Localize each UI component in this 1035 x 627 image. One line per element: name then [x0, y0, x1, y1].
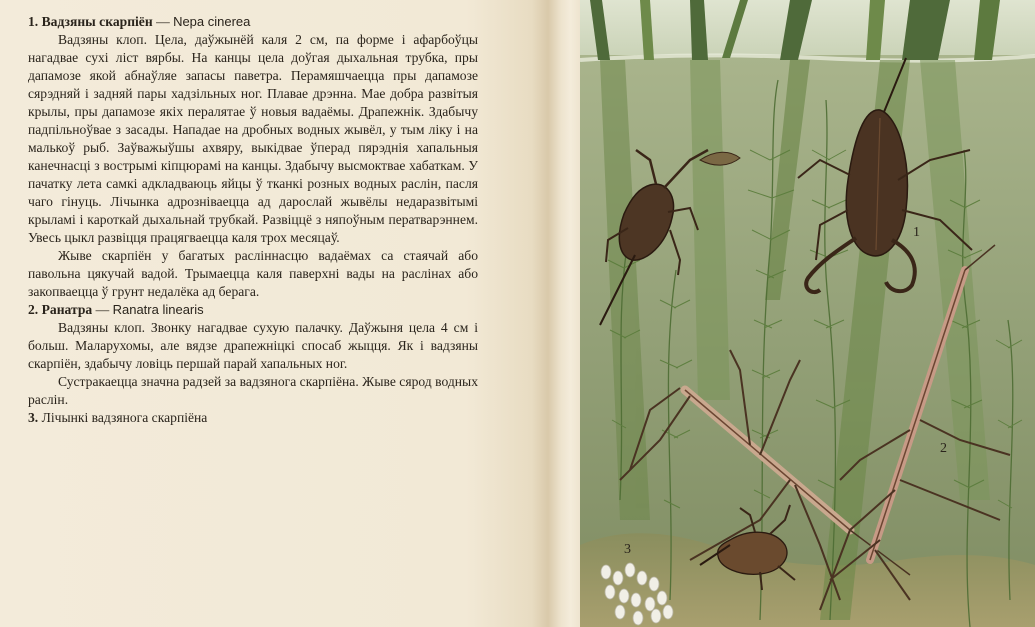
figure-label-2: 2 [940, 441, 947, 456]
section-3-heading [28, 409, 478, 427]
section-1-heading [28, 13, 478, 31]
section-2-number: 2. [28, 302, 39, 317]
pond-illustration [580, 0, 1035, 627]
section-2-heading [28, 301, 478, 319]
section-3-name: Лічынкі вадзянога скарпіёна [41, 410, 208, 425]
section-2-name: Ранатра [41, 302, 93, 317]
section-1-dash: — [152, 14, 174, 29]
figure-label-3: 3 [624, 542, 631, 557]
section-1-number: 1. [28, 14, 39, 29]
section-2-paragraph: Вадзяны клоп. Звонку нагадвае сухую палачку. Даўжыня цела 4 см і больш. Маларухомы, але вядзе драпежніцкі спосаб жыцця. Як і вадзяны скарпіён, здабычу ловіць першай парай хапальных ног. [28, 320, 478, 371]
species-text [28, 13, 478, 427]
figure-label-1: 1 [913, 225, 920, 240]
pond-scene [580, 0, 1035, 627]
section-1-paragraph: Вадзяны клоп. Цела, даўжынёй каля 2 см, па форме і афарбоўцы нагадвае сухі ліст вярбы. На канцы цела доўгая дыхальная трубка, пры дапамозе якой абнаўляе запасы паветра. Перамяшчаецца пры дапамозе сярэдняй і задняй пары хадзільных ног. Плавае дрэнна. Мае добра развітыя крылы, пры дапамозе якіх пералятае ў новыя вадаёмы. Драпежнік. Здабычу падпільноўвае з засады. Нападае на дробных водных жывёл, у тым ліку і на малькоў рыб. Заўважыўшы ахвяру, выкідвае ўперад пярэднія хапальныя канечнасці з вострымі кіпцюрамі на канцы. Здабычу высмоктвае хабаткам. У пачатку лета самкі адкладваюць яйцы ў тканкі розных водных раслін, пасля чаго гінуць. Лічынка адрозніваецца ад дарослай жывёлы недаразвітымі крыламі і кароткай дыхальнай трубкай. Развіццё з няпоўным ператварэннем. Увесь цыкл развіцця працягваецца каля трох месяцаў. [28, 32, 478, 245]
section-2-dash: — [92, 302, 113, 317]
section-1-latin: Nepa cinerea [173, 14, 251, 29]
section-3-number: 3. [28, 410, 39, 425]
book-gutter [548, 0, 580, 627]
section-2-paragraph: Сустракаецца значна радзей за вадзянога скарпіёна. Жыве сярод водных раслін. [28, 374, 478, 407]
section-1-name: Вадзяны скарпіён [41, 14, 153, 29]
section-1-paragraph: Жыве скарпіён у багатых расліннасцю вадаёмах са стаячай або павольна цякучай вадой. Трымаецца каля паверхні вады на раслінах або закопваецца ў грунт недалёка ад берага. [28, 248, 478, 299]
section-2-latin: Ranatra linearis [112, 302, 204, 317]
